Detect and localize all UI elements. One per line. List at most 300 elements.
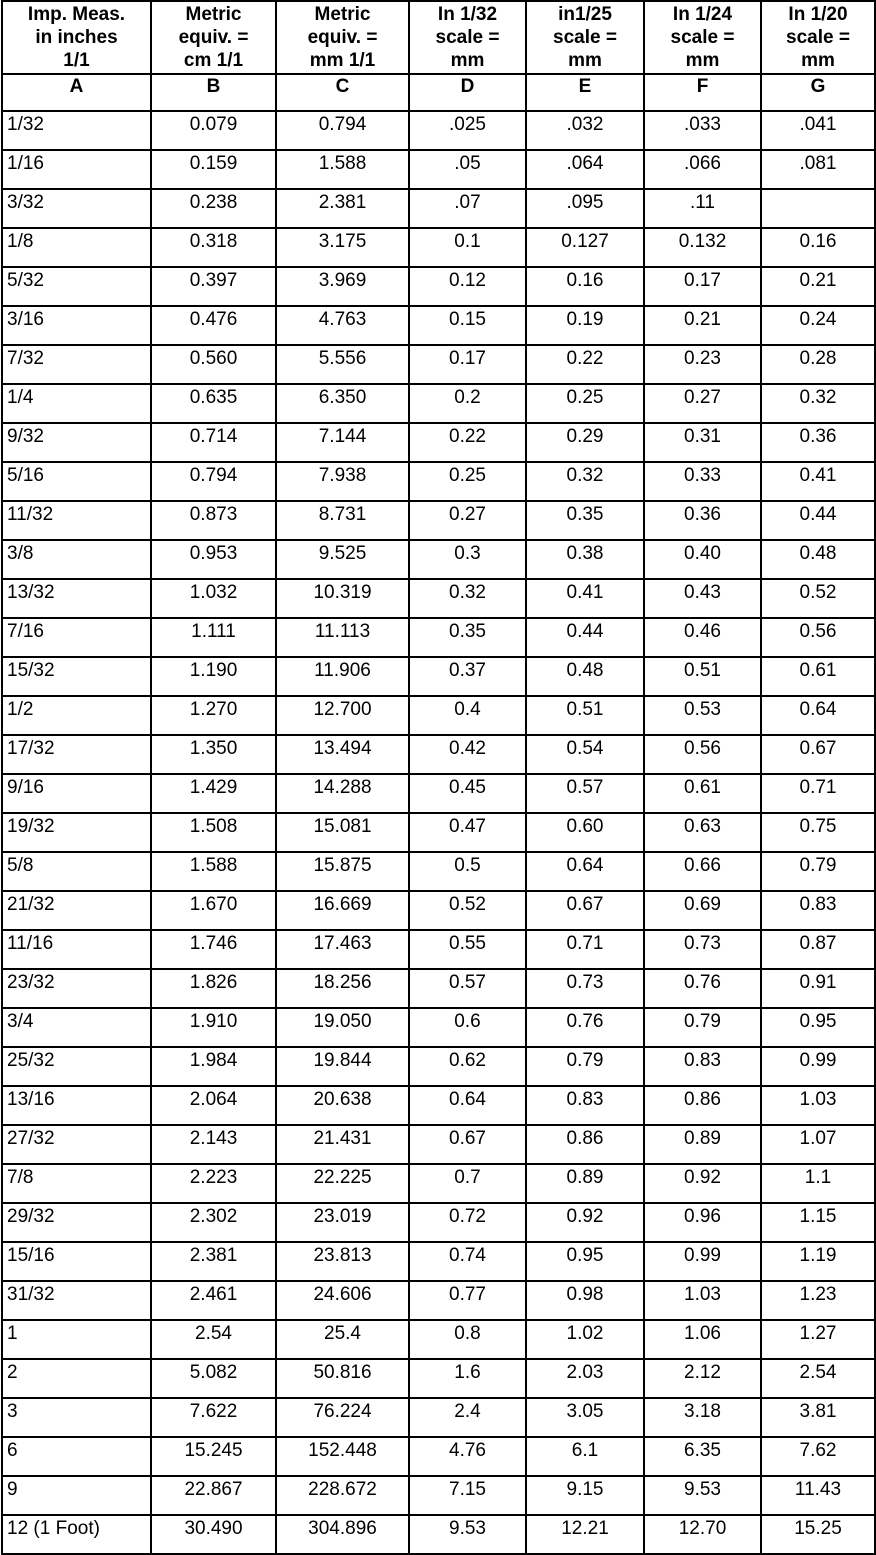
value-cell: 0.476 [151, 306, 276, 345]
value-cell: 0.40 [644, 540, 761, 579]
value-cell: 0.22 [526, 345, 644, 384]
value-cell: 1.1 [761, 1164, 875, 1203]
column-header-line: scale = [786, 27, 850, 48]
value-cell: 9.53 [644, 1476, 761, 1515]
table-row [2, 228, 875, 267]
table-body [2, 111, 875, 1554]
value-cell: 0.397 [151, 267, 276, 306]
value-cell: 0.24 [761, 306, 875, 345]
value-cell: 1.429 [151, 774, 276, 813]
value-cell: 0.132 [644, 228, 761, 267]
value-cell: 152.448 [276, 1437, 409, 1476]
value-cell: 0.61 [644, 774, 761, 813]
value-cell: 0.95 [761, 1008, 875, 1047]
value-cell: 7.62 [761, 1437, 875, 1476]
value-cell: 0.55 [409, 930, 526, 969]
imperial-cell: 1/32 [2, 111, 151, 150]
value-cell: .066 [644, 150, 761, 189]
value-cell: 0.38 [526, 540, 644, 579]
value-cell: 0.079 [151, 111, 276, 150]
value-cell: 0.62 [409, 1047, 526, 1086]
column-header-line: Metric [314, 4, 371, 25]
value-cell: 11.43 [761, 1476, 875, 1515]
value-cell: 23.019 [276, 1203, 409, 1242]
value-cell: 0.318 [151, 228, 276, 267]
value-cell: .081 [761, 150, 875, 189]
value-cell: 0.92 [644, 1164, 761, 1203]
value-cell: 0.56 [644, 735, 761, 774]
value-cell: 0.54 [526, 735, 644, 774]
column-header-line: scale = [435, 27, 500, 48]
value-cell: 3.18 [644, 1398, 761, 1437]
value-cell: 0.77 [409, 1281, 526, 1320]
value-cell: 0.23 [644, 345, 761, 384]
value-cell: 14.288 [276, 774, 409, 813]
column-letter: A [2, 74, 151, 111]
value-cell: 0.5 [409, 852, 526, 891]
value-cell: 1.270 [151, 696, 276, 735]
value-cell: 1.19 [761, 1242, 875, 1281]
value-cell: 0.19 [526, 306, 644, 345]
value-cell: 0.560 [151, 345, 276, 384]
value-cell: 0.44 [526, 618, 644, 657]
value-cell: 0.41 [761, 462, 875, 501]
column-header [644, 1, 761, 74]
value-cell: 0.45 [409, 774, 526, 813]
value-cell: 5.082 [151, 1359, 276, 1398]
imperial-cell: 1/2 [2, 696, 151, 735]
value-cell: 0.91 [761, 969, 875, 1008]
value-cell: 1.350 [151, 735, 276, 774]
value-cell: 0.64 [409, 1086, 526, 1125]
imperial-cell: 7/16 [2, 618, 151, 657]
imperial-cell: 13/16 [2, 1086, 151, 1125]
value-cell: 4.76 [409, 1437, 526, 1476]
value-cell: 0.35 [409, 618, 526, 657]
table-row [2, 267, 875, 306]
value-cell: 0.17 [644, 267, 761, 306]
value-cell: 0.98 [526, 1281, 644, 1320]
value-cell: 0.1 [409, 228, 526, 267]
value-cell: 1.06 [644, 1320, 761, 1359]
value-cell: 0.17 [409, 345, 526, 384]
imperial-cell: 2 [2, 1359, 151, 1398]
value-cell: 2.03 [526, 1359, 644, 1398]
value-cell: 0.67 [761, 735, 875, 774]
value-cell: 0.48 [761, 540, 875, 579]
imperial-cell: 3 [2, 1398, 151, 1437]
value-cell: 1.670 [151, 891, 276, 930]
value-cell: 0.16 [761, 228, 875, 267]
imperial-cell: 1/4 [2, 384, 151, 423]
value-cell: 6.1 [526, 1437, 644, 1476]
value-cell: 4.763 [276, 306, 409, 345]
value-cell: 0.79 [644, 1008, 761, 1047]
value-cell: 16.669 [276, 891, 409, 930]
imperial-cell: 13/32 [2, 579, 151, 618]
table-row [2, 1125, 875, 1164]
value-cell: 0.25 [409, 462, 526, 501]
value-cell: 21.431 [276, 1125, 409, 1164]
table-row [2, 969, 875, 1008]
imperial-cell: 11/16 [2, 930, 151, 969]
value-cell: 0.57 [409, 969, 526, 1008]
value-cell: 0.12 [409, 267, 526, 306]
value-cell: 2.4 [409, 1398, 526, 1437]
value-cell: 2.143 [151, 1125, 276, 1164]
column-letter: B [151, 74, 276, 111]
value-cell: .025 [409, 111, 526, 150]
value-cell: 2.302 [151, 1203, 276, 1242]
imperial-cell: 1 [2, 1320, 151, 1359]
table-row [2, 774, 875, 813]
imperial-cell: 17/32 [2, 735, 151, 774]
value-cell: 0.52 [409, 891, 526, 930]
value-cell: 9.525 [276, 540, 409, 579]
imperial-cell: 25/32 [2, 1047, 151, 1086]
column-letter: G [761, 74, 875, 111]
conversion-table [1, 0, 876, 1555]
value-cell: 0.15 [409, 306, 526, 345]
value-cell: 13.494 [276, 735, 409, 774]
table-row [2, 618, 875, 657]
value-cell: 0.16 [526, 267, 644, 306]
column-header-line: mm 1/1 [309, 50, 376, 71]
value-cell: 22.225 [276, 1164, 409, 1203]
column-header-line: In 1/24 [672, 4, 733, 25]
table-row [2, 891, 875, 930]
imperial-cell: 1/8 [2, 228, 151, 267]
column-header-line: mm [568, 50, 602, 71]
value-cell: 25.4 [276, 1320, 409, 1359]
value-cell: 0.79 [526, 1047, 644, 1086]
value-cell: 228.672 [276, 1476, 409, 1515]
imperial-cell: 19/32 [2, 813, 151, 852]
value-cell: 0.51 [526, 696, 644, 735]
column-header-line: equiv. = [178, 27, 249, 48]
value-cell: 0.159 [151, 150, 276, 189]
value-cell: 76.224 [276, 1398, 409, 1437]
value-cell: 0.635 [151, 384, 276, 423]
value-cell: 9.53 [409, 1515, 526, 1554]
imperial-cell: 3/32 [2, 189, 151, 228]
value-cell: 0.714 [151, 423, 276, 462]
value-cell: 7.938 [276, 462, 409, 501]
value-cell: .033 [644, 111, 761, 150]
value-cell: 1.111 [151, 618, 276, 657]
column-letter: E [526, 74, 644, 111]
table-row [2, 423, 875, 462]
column-header-line: In 1/20 [788, 4, 848, 25]
value-cell: 0.28 [761, 345, 875, 384]
value-cell: 3.05 [526, 1398, 644, 1437]
value-cell: 7.622 [151, 1398, 276, 1437]
value-cell: 2.381 [151, 1242, 276, 1281]
column-header-line: cm 1/1 [183, 50, 244, 71]
value-cell: 0.953 [151, 540, 276, 579]
table-row [2, 1242, 875, 1281]
value-cell: 0.87 [761, 930, 875, 969]
value-cell: .07 [409, 189, 526, 228]
value-cell: 1.02 [526, 1320, 644, 1359]
value-cell: 1.826 [151, 969, 276, 1008]
value-cell: 0.41 [526, 579, 644, 618]
value-cell: 0.52 [761, 579, 875, 618]
table-row [2, 1515, 875, 1554]
table-row [2, 111, 875, 150]
column-header [761, 1, 875, 74]
value-cell: 0.75 [761, 813, 875, 852]
value-cell: 1.588 [151, 852, 276, 891]
imperial-cell: 31/32 [2, 1281, 151, 1320]
value-cell: 15.081 [276, 813, 409, 852]
value-cell: 7.15 [409, 1476, 526, 1515]
value-cell: .064 [526, 150, 644, 189]
value-cell: 12.700 [276, 696, 409, 735]
value-cell: 0.27 [409, 501, 526, 540]
value-cell: 0.8 [409, 1320, 526, 1359]
table-row [2, 852, 875, 891]
value-cell: 18.256 [276, 969, 409, 1008]
value-cell: 0.76 [644, 969, 761, 1008]
table-row [2, 501, 875, 540]
value-cell: .041 [761, 111, 875, 150]
value-cell: 0.4 [409, 696, 526, 735]
value-cell: 0.46 [644, 618, 761, 657]
table-row [2, 189, 875, 228]
value-cell: 0.43 [644, 579, 761, 618]
value-cell: 15.245 [151, 1437, 276, 1476]
column-header-line: 1/1 [63, 50, 90, 71]
value-cell: 0.76 [526, 1008, 644, 1047]
value-cell: 3.969 [276, 267, 409, 306]
table-row [2, 1320, 875, 1359]
table-row [2, 1047, 875, 1086]
imperial-cell: 3/16 [2, 306, 151, 345]
value-cell: 1.03 [644, 1281, 761, 1320]
value-cell: 0.36 [644, 501, 761, 540]
imperial-cell: 12 (1 Foot) [2, 1515, 151, 1554]
value-cell: 0.69 [644, 891, 761, 930]
imperial-cell: 7/32 [2, 345, 151, 384]
value-cell: 0.72 [409, 1203, 526, 1242]
value-cell: 0.95 [526, 1242, 644, 1281]
value-cell: 0.42 [409, 735, 526, 774]
imperial-cell: 9 [2, 1476, 151, 1515]
column-letter-row [2, 74, 875, 111]
value-cell: 0.33 [644, 462, 761, 501]
value-cell: 22.867 [151, 1476, 276, 1515]
column-header-line: in inches [35, 27, 118, 48]
table-head [2, 1, 875, 111]
value-cell: 0.86 [526, 1125, 644, 1164]
value-cell: 1.27 [761, 1320, 875, 1359]
value-cell: 1.746 [151, 930, 276, 969]
table-row [2, 540, 875, 579]
value-cell: 10.319 [276, 579, 409, 618]
value-cell: 2.381 [276, 189, 409, 228]
table-row [2, 1281, 875, 1320]
column-header-line: in1/25 [558, 4, 612, 25]
table-row [2, 930, 875, 969]
table-row [2, 384, 875, 423]
value-cell: 0.89 [526, 1164, 644, 1203]
value-cell: 0.794 [151, 462, 276, 501]
value-cell: 0.37 [409, 657, 526, 696]
value-cell: 0.794 [276, 111, 409, 150]
value-cell: 1.032 [151, 579, 276, 618]
column-header-line: scale = [553, 27, 617, 48]
value-cell: 0.35 [526, 501, 644, 540]
column-header-line: In 1/32 [437, 4, 498, 25]
value-cell: 0.21 [761, 267, 875, 306]
value-cell: 0.36 [761, 423, 875, 462]
value-cell: 15.25 [761, 1515, 875, 1554]
value-cell: 1.15 [761, 1203, 875, 1242]
table-row [2, 1086, 875, 1125]
imperial-cell: 6 [2, 1437, 151, 1476]
value-cell: 0.7 [409, 1164, 526, 1203]
value-cell: 1.6 [409, 1359, 526, 1398]
value-cell: 20.638 [276, 1086, 409, 1125]
value-cell: 12.21 [526, 1515, 644, 1554]
value-cell: 0.64 [526, 852, 644, 891]
value-cell: 0.99 [761, 1047, 875, 1086]
column-header-line: scale = [670, 27, 735, 48]
value-cell: 1.984 [151, 1047, 276, 1086]
table-row [2, 1359, 875, 1398]
value-cell: 0.127 [526, 228, 644, 267]
value-cell: 0.73 [526, 969, 644, 1008]
value-cell: 0.32 [761, 384, 875, 423]
imperial-cell: 21/32 [2, 891, 151, 930]
value-cell: 0.63 [644, 813, 761, 852]
column-letter: F [644, 74, 761, 111]
value-cell: 30.490 [151, 1515, 276, 1554]
value-cell: 15.875 [276, 852, 409, 891]
column-header [151, 1, 276, 74]
value-cell: .032 [526, 111, 644, 150]
column-header [276, 1, 409, 74]
table-row [2, 1398, 875, 1437]
table-row [2, 1437, 875, 1476]
column-header-line: mm [685, 50, 720, 71]
table-row [2, 657, 875, 696]
value-cell: 11.113 [276, 618, 409, 657]
value-cell: 304.896 [276, 1515, 409, 1554]
imperial-cell: 9/32 [2, 423, 151, 462]
value-cell: 9.15 [526, 1476, 644, 1515]
imperial-cell: 15/32 [2, 657, 151, 696]
value-cell: 24.606 [276, 1281, 409, 1320]
table-row [2, 345, 875, 384]
column-header-line: mm [801, 50, 835, 71]
value-cell: 50.816 [276, 1359, 409, 1398]
imperial-cell: 9/16 [2, 774, 151, 813]
header-row [2, 1, 875, 74]
table-row [2, 735, 875, 774]
value-cell: 0.32 [526, 462, 644, 501]
value-cell: 0.86 [644, 1086, 761, 1125]
value-cell: 8.731 [276, 501, 409, 540]
value-cell: 0.47 [409, 813, 526, 852]
table-row [2, 1008, 875, 1047]
column-header-line: Imp. Meas. [27, 4, 126, 25]
value-cell: 0.51 [644, 657, 761, 696]
value-cell: 17.463 [276, 930, 409, 969]
table-row [2, 462, 875, 501]
imperial-cell: 15/16 [2, 1242, 151, 1281]
value-cell: 19.844 [276, 1047, 409, 1086]
value-cell: 0.238 [151, 189, 276, 228]
value-cell: 0.74 [409, 1242, 526, 1281]
value-cell: 0.79 [761, 852, 875, 891]
value-cell: 0.44 [761, 501, 875, 540]
value-cell: 0.92 [526, 1203, 644, 1242]
value-cell: 0.83 [644, 1047, 761, 1086]
imperial-cell: 23/32 [2, 969, 151, 1008]
value-cell: 1.03 [761, 1086, 875, 1125]
value-cell: 3.81 [761, 1398, 875, 1437]
value-cell: 0.64 [761, 696, 875, 735]
value-cell: 6.35 [644, 1437, 761, 1476]
imperial-cell: 7/8 [2, 1164, 151, 1203]
value-cell: 0.31 [644, 423, 761, 462]
value-cell: 0.71 [761, 774, 875, 813]
value-cell: 0.96 [644, 1203, 761, 1242]
table-row [2, 1164, 875, 1203]
value-cell: 0.29 [526, 423, 644, 462]
imperial-cell: 5/32 [2, 267, 151, 306]
imperial-cell: 5/16 [2, 462, 151, 501]
table-row [2, 696, 875, 735]
value-cell: 23.813 [276, 1242, 409, 1281]
value-cell: .095 [526, 189, 644, 228]
value-cell: 2.54 [761, 1359, 875, 1398]
imperial-cell: 29/32 [2, 1203, 151, 1242]
value-cell: 0.3 [409, 540, 526, 579]
value-cell: 2.12 [644, 1359, 761, 1398]
value-cell: 0.71 [526, 930, 644, 969]
value-cell: 0.21 [644, 306, 761, 345]
value-cell: 6.350 [276, 384, 409, 423]
value-cell: 0.67 [526, 891, 644, 930]
table-row [2, 1476, 875, 1515]
column-header-line: mm [450, 50, 485, 71]
value-cell: .05 [409, 150, 526, 189]
table-row [2, 579, 875, 618]
value-cell: 0.32 [409, 579, 526, 618]
column-letter: C [276, 74, 409, 111]
value-cell: 0.6 [409, 1008, 526, 1047]
imperial-cell: 5/8 [2, 852, 151, 891]
value-cell: 1.23 [761, 1281, 875, 1320]
imperial-cell: 11/32 [2, 501, 151, 540]
value-cell: 1.588 [276, 150, 409, 189]
value-cell: 12.70 [644, 1515, 761, 1554]
imperial-cell: 3/4 [2, 1008, 151, 1047]
value-cell: 0.60 [526, 813, 644, 852]
value-cell: 2.223 [151, 1164, 276, 1203]
value-cell: 0.56 [761, 618, 875, 657]
value-cell: 2.461 [151, 1281, 276, 1320]
value-cell [761, 189, 875, 228]
table-row [2, 150, 875, 189]
value-cell: 0.99 [644, 1242, 761, 1281]
value-cell: .11 [644, 189, 761, 228]
value-cell: 5.556 [276, 345, 409, 384]
column-header [526, 1, 644, 74]
